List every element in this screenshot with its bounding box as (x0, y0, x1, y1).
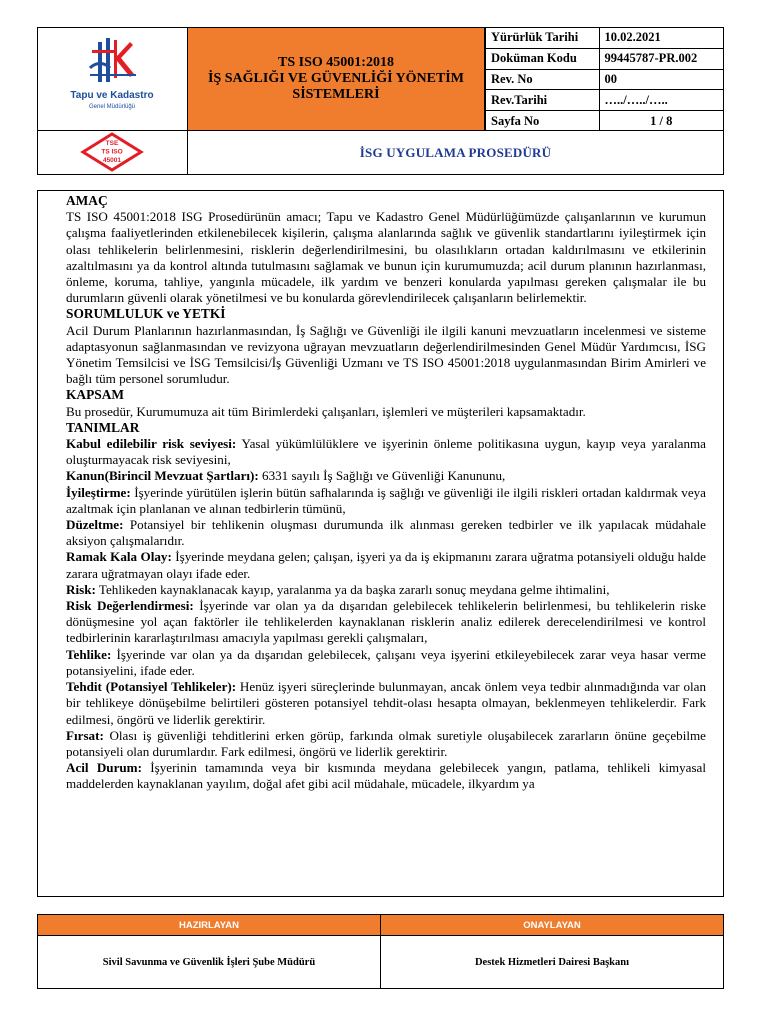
meta-row (486, 111, 724, 132)
definition-item (66, 647, 706, 679)
meta-row (486, 48, 724, 69)
section-text-sorumluluk: Acil Durum Planlarının hazırlanmasından, İş Sağlığı ve Güvenliği ile ilgili kanuni mevzuatların incelenmesi ve sisteme adaptasyonun sağlanmasından ve revizyona uğrayan mevzuatların değerlendirilmesinden Genel Müdür Yardımcısı, İSG Yönetim Temsilcisi ve İSG Temsilcisi/İş Güvenliği Uzmanı ve TS ISO 45001:2018 uygulanmasından Birim Amirleri ve bağlı tüm personel sorumludur. (66, 322, 706, 387)
definition-text: İşyerinde yürütülen işlerin bütün safhalarında iş sağlığı ve güvenliği ile ilgili riskleri ortadan kaldırmak veya azaltmak için planlanan ve alınan tedbirlerin tümünü, (66, 484, 706, 516)
approval-footer (37, 914, 724, 989)
definition-text: Tehlikeden kaynaklanacak kayıp, yaralanma ya da başka zararlı sonuç meydana gelme ihtimalini, (95, 581, 610, 597)
definition-item (66, 728, 706, 760)
definition-term: Kabul edilebilir risk seviyesi: (66, 436, 237, 452)
title-line-2: İŞ SAĞLIĞI VE GÜVENLİĞİ YÖNETİM (208, 71, 464, 86)
section-heading-sorumluluk: SORUMLULUK ve YETKİ (66, 306, 226, 322)
approved-by-value: Destek Hizmetleri Dairesi Başkanı (381, 935, 723, 988)
meta-value: …../…../….. (599, 90, 723, 111)
definition-item (66, 582, 706, 598)
tse-badge-cell (37, 130, 188, 175)
prepared-by-value: Sivil Savunma ve Güvenlik İşleri Şube Müdürü (38, 935, 381, 988)
tkgm-logo-icon (38, 28, 187, 130)
definition-term: Düzeltme: (66, 517, 124, 533)
tse-line-2: TS ISO (101, 148, 123, 156)
meta-label: Rev.Tarihi (486, 90, 600, 111)
definition-item (66, 485, 706, 517)
meta-value: 1 / 8 (599, 111, 723, 132)
meta-row (486, 90, 724, 111)
definition-term: Acil Durum: (66, 760, 142, 776)
definition-text: Olası iş güvenliği tehditlerini erken görüp, farkında olmak suretiyle oluşabilecek zararların önüne geçebilme potansiyeli olan durumlardır. Fark edilmesi, öngörü ve liderlik gerektirir. (66, 727, 706, 759)
definition-item (66, 517, 706, 549)
definition-item (66, 679, 706, 728)
definition-item (66, 598, 706, 647)
title-line-3: SİSTEMLERİ (292, 87, 380, 102)
definition-text: 6331 sayılı İş Sağlığı ve Güvenliği Kanununu, (258, 468, 506, 484)
definition-term: Risk: (66, 581, 96, 597)
definition-text: İşyerinin tamamında veya bir kısmında meydana gelebilecek yangın, patlama, tehlikeli kimyasal maddelerden kaynaklanan yayılım, doğal afet gibi acil müdahale, mücadele, ilkyardım ya (66, 760, 706, 792)
definition-term: Kanun(Birincil Mevzuat Şartları): (66, 468, 259, 484)
title-line-1: TS ISO 45001:2018 (278, 55, 394, 70)
definition-term: Fırsat: (66, 727, 104, 743)
tse-certification-icon (38, 131, 187, 174)
definition-term: Tehlike: (66, 646, 112, 662)
prepared-by-header: HAZIRLAYAN (38, 915, 381, 935)
document-body (37, 190, 724, 897)
definition-text: İşyerinde var olan ya da dışarıdan gelebilecek, çalışanı veya işyerini etkileyebilecek zarar veya hasar verme potansiyelini, ifade eder. (66, 646, 706, 678)
section-text-kapsam: Bu prosedür, Kurumumuza ait tüm Birimlerdeki çalışanları, işlemleri ve müşterileri kapsamaktadır. (66, 403, 586, 419)
meta-value: 00 (599, 69, 723, 90)
definition-text: İşyerinde meydana gelen; çalışan, işyeri ya da iş ekipmanını zarara uğratma potansiyeli olduğu halde zarara uğratmayan olayı ifade eder. (66, 549, 706, 581)
meta-value: 99445787-PR.002 (599, 48, 723, 69)
logo-text-line1: Tapu ve Kadastro (70, 90, 154, 101)
document-content (66, 193, 706, 793)
section-heading-tanimlar: TANIMLAR (66, 419, 140, 435)
definition-item (66, 468, 706, 484)
meta-label: Sayfa No (486, 111, 600, 132)
logo-cell (37, 27, 188, 131)
tse-line-1: TSE (105, 140, 119, 147)
meta-label: Doküman Kodu (486, 48, 600, 69)
tse-line-3: 45001 (102, 157, 122, 164)
definition-text: İşyerinde var olan ya da dışarıdan gelebilecek tehlikelerin belirlenmesi, bu tehlikelerin riske dönüşmesine yol açan faktörler ile tehlikelerden kaynaklanan risklerin analiz edilerek derecelendirilmesi ve kontrol tedbirlerinin kararlaştırılması amacıyla yapılması gerekli çalışmaları, (66, 598, 706, 646)
meta-label: Rev. No (486, 69, 600, 90)
definition-item (66, 549, 706, 581)
section-text-amac: TS ISO 45001:2018 ISG Prosedürünün amacı; Tapu ve Kadastro Genel Müdürlüğümüzde çalışanlarının ve kurumun çalışma faaliyetlerinden etkilenebilecek kişilerin, çalışma alanlarında sağlık ve güvenlik standartlarını iyileştirmek için olası tehlikelerin belirlenmesini, risklerin değerlendirilmesini, bu olasılıkların ortadan kaldırılmasını ve etkilerinin azaltılmasını ya da kontrol altında tutulmasını sağlamak ve bunun için kurumumuzda; acil durum planının hazırlanması, önleme, koruma, tahliye, yangınla mücadele, ilk yardım ve benzeri konularda yapılması gereken çalışmalar ile bu durumların güvenli olarak yönetilmesi ve bu konularda görevlendirilecek çalışanların belirlemektir. (66, 209, 706, 306)
meta-row (486, 69, 724, 90)
procedure-title-cell (187, 130, 724, 175)
section-heading-kapsam: KAPSAM (66, 387, 125, 403)
definition-item (66, 436, 706, 468)
approved-by-header: ONAYLAYAN (381, 915, 723, 935)
document-meta-table (485, 27, 724, 131)
definition-item (66, 760, 706, 792)
meta-label: Yürürlük Tarihi (486, 28, 600, 49)
section-heading-amac: AMAÇ (66, 193, 108, 208)
definition-term: Tehdit (Potansiyel Tehlikeler): (66, 679, 237, 695)
definition-text: Henüz işyeri süreçlerinde bulunmayan, ancak önlem veya tedbir alınmadığında var olan bir tehlikeye dönüşebilme belirtileri gösteren potansiyel tehdit-olası hesapta olmayan, beklenmeyen tehlikelerdir. Fark edilmesi, öngörü ve liderlik gerektirir. (66, 679, 707, 727)
definition-text: Potansiyel bir tehlikenin oluşması durumunda ilk alınması gereken tedbirler ve ilk yapılacak müdahale aksiyon çalışmalarıdır. (66, 517, 706, 549)
meta-row (486, 28, 724, 49)
definition-term: Risk Değerlendirmesi: (66, 598, 194, 614)
definition-term: Ramak Kala Olay: (66, 549, 172, 565)
definition-text: Yasal yükümlülüklere ve işyerinin önleme politikasına uygun, kayıp veya yaralanma oluşturmayacak risk seviyesini, (66, 436, 706, 468)
meta-value: 10.02.2021 (599, 28, 723, 49)
procedure-title: İSG UYGULAMA PROSEDÜRÜ (359, 144, 552, 160)
definition-term: İyileştirme: (66, 484, 131, 500)
logo-text-line2: Genel Müdürlüğü (88, 104, 136, 110)
system-title-cell (187, 27, 485, 131)
